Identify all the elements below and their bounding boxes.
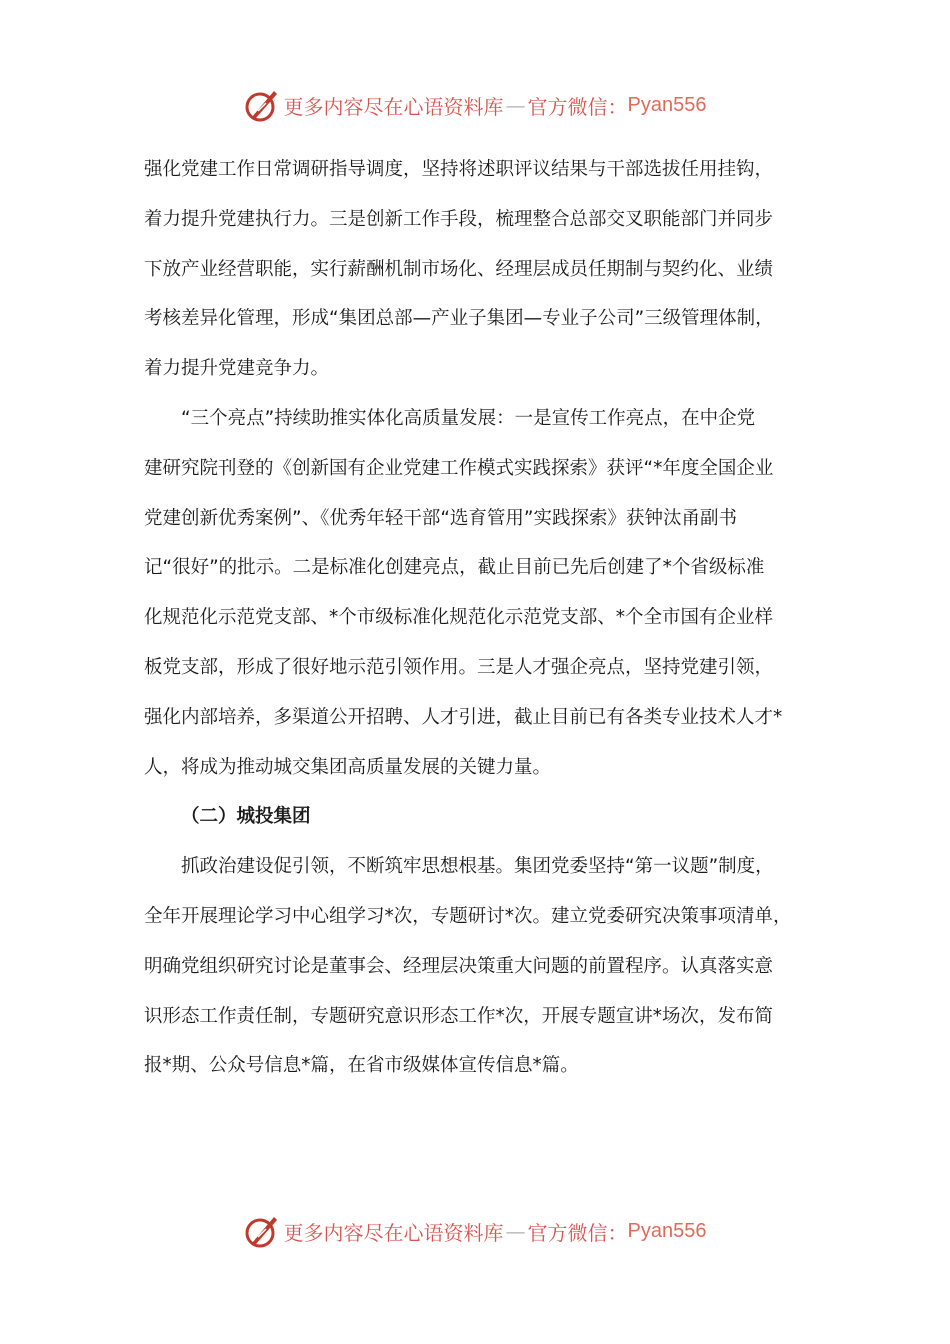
text-line: 党建创新优秀案例”、《优秀年轻干部“选育管用”实践探索》获钟汰甬副书 (144, 507, 738, 529)
text-line: 下放产业经营职能，实行薪酬机制市场化、经理层成员任期制与契约化、业绩 (144, 258, 774, 280)
section-heading: （二）城投集团 (181, 806, 311, 828)
text-line: 明确党组织研究讨论是董事会、经理层决策重大问题的前置程序。认真落实意 (144, 955, 774, 977)
watermark-banner-bottom (0, 1206, 950, 1256)
paragraph-1 (144, 145, 809, 394)
text-line: 识形态工作责任制，专题研究意识形态工作*次，开展专题宣讲*场次，发布简 (144, 1005, 774, 1027)
text-line: 板党支部，形成了很好地示范引领作用。三是人才强企亮点，坚持党建引领， (144, 656, 774, 678)
banner-text: 更多内容尽在心语资料库 (283, 94, 504, 119)
text-line: 着力提升党建竞争力。 (144, 358, 330, 380)
banner-wechat-id: Pyan556 (627, 1219, 707, 1242)
watermark-banner-top (0, 80, 950, 130)
banner-wechat-label: 官方微信： (527, 1220, 628, 1245)
text-line: 抓政治建设促引领，不断筑牢思想根基。集团党委坚持“第一议题”制度， (181, 856, 774, 878)
text-line: 着力提升党建执行力。三是创新工作手段，梳理整合总部交叉职能部门并同步 (144, 208, 774, 230)
paragraph-2 (144, 394, 809, 792)
banner-separator: — (505, 93, 526, 117)
text-line: 记“很好”的批示。二是标准化创建亮点，截止目前已先后创建了*个省级标准 (144, 557, 765, 579)
text-line: 考核差异化管理，形成“集团总部—产业子集团—专业子公司”三级管理体制， (144, 308, 774, 330)
text-line: 强化党建工作日常调研指导调度，坚持将述职评议结果与干部选拔任用挂钩， (144, 159, 774, 180)
text-line: 报*期、公众号信息*篇，在省市级媒体宣传信息*篇。 (144, 1055, 579, 1077)
text-line: 全年开展理论学习中心组学习*次，专题研讨*次。建立党委研究决策事项清单， (144, 905, 792, 927)
text-line: 强化内部培养，多渠道公开招聘、人才引进，截止目前已有各类专业技术人才* (144, 706, 783, 728)
banner-wechat-label: 官方微信： (527, 94, 628, 119)
quill-logo-icon (244, 1213, 280, 1249)
quill-logo-icon (244, 87, 280, 123)
text-line: 人，将成为推动城交集团高质量发展的关键力量。 (144, 756, 552, 778)
banner-wechat-id: Pyan556 (627, 93, 707, 116)
text-line: 化规范化示范党支部、*个市级标准化规范化示范党支部、*个全市国有企业样 (144, 607, 774, 629)
text-line: 建研究院刊登的《创新国有企业党建工作模式实践探索》获评“*年度全国企业 (144, 457, 774, 479)
text-line: “三个亮点”持续助推实体化高质量发展：一是宣传工作亮点，在中企党 (181, 407, 756, 429)
banner-text: 更多内容尽在心语资料库 (283, 1220, 504, 1245)
paragraph-3 (144, 842, 809, 1091)
document-body (144, 145, 809, 1091)
banner-separator: — (505, 1219, 526, 1243)
